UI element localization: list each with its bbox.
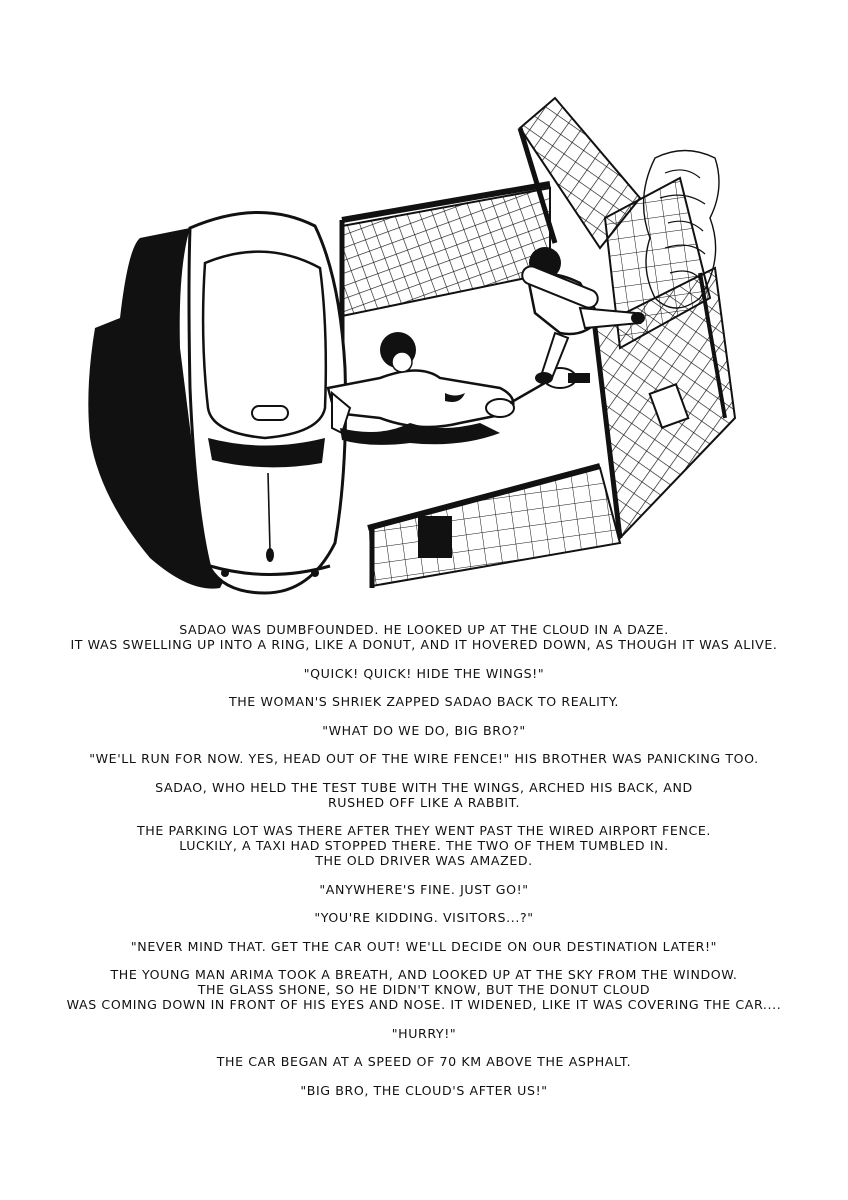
paragraph: "BIG BRO, THE CLOUD'S AFTER US!" (300, 1082, 548, 1098)
paragraph: "NEVER MIND THAT. GET THE CAR OUT! WE'LL DECIDE ON OUR DESTINATION LATER!" (130, 938, 718, 954)
paragraph: THE CAR BEGAN AT A SPEED OF 70 KM ABOVE THE ASPHALT. (216, 1054, 632, 1069)
chain-link-fence-back (342, 184, 550, 343)
paragraph: THE PARKING LOT WAS THERE AFTER THEY WENT PAST THE WIRED AIRPORT FENCE. LUCKILY, A TAXI HAD STOPPED THERE. THE TWO OF THEM TUMBLED IN. THE OLD DRIVER WAS AMAZED. (136, 823, 712, 868)
paragraph: "WHAT DO WE DO, BIG BRO?" (322, 722, 526, 738)
manga-illustration (80, 88, 740, 608)
paragraph: SADAO WAS DUMBFOUNDED. HE LOOKED UP AT THE CLOUD IN A DAZE. IT WAS SWELLING UP INTO A RING, LIKE A DONUT, AND IT HOVERED DOWN, AS THOUGH IT WAS ALIVE. (70, 622, 778, 652)
paragraph: "WE'LL RUN FOR NOW. YES, HEAD OUT OF THE WIRE FENCE!" HIS BROTHER WAS PANICKING TOO. (89, 751, 759, 766)
paragraph: "YOU'RE KIDDING. VISITORS...?" (314, 910, 534, 925)
story-text (0, 622, 848, 1111)
ground-shadow (340, 423, 500, 445)
paragraph: "ANYWHERE'S FINE. JUST GO!" (319, 881, 529, 897)
paragraph: THE YOUNG MAN ARIMA TOOK A BREATH, AND LOOKED UP AT THE SKY FROM THE WINDOW. THE GLASS SHONE, SO HE DIDN'T KNOW, BUT THE DONUT CLOUD WAS COMING DOWN IN FRONT OF HIS EYES AND NOSE. IT WIDENED, LIKE IT WAS COVERING THE CAR.... (66, 967, 782, 1012)
car-top-view (189, 212, 346, 593)
paragraph: THE WOMAN'S SHRIEK ZAPPED SADAO BACK TO REALITY. (228, 694, 620, 709)
paragraph: "QUICK! QUICK! HIDE THE WINGS!" (303, 665, 545, 681)
paragraph: "HURRY!" (391, 1025, 457, 1041)
chain-link-fence-bottom (368, 466, 620, 588)
paragraph: SADAO, WHO HELD THE TEST TUBE WITH THE WINGS, ARCHED HIS BACK, AND RUSHED OFF LIKE A RABBIT. (155, 779, 693, 810)
